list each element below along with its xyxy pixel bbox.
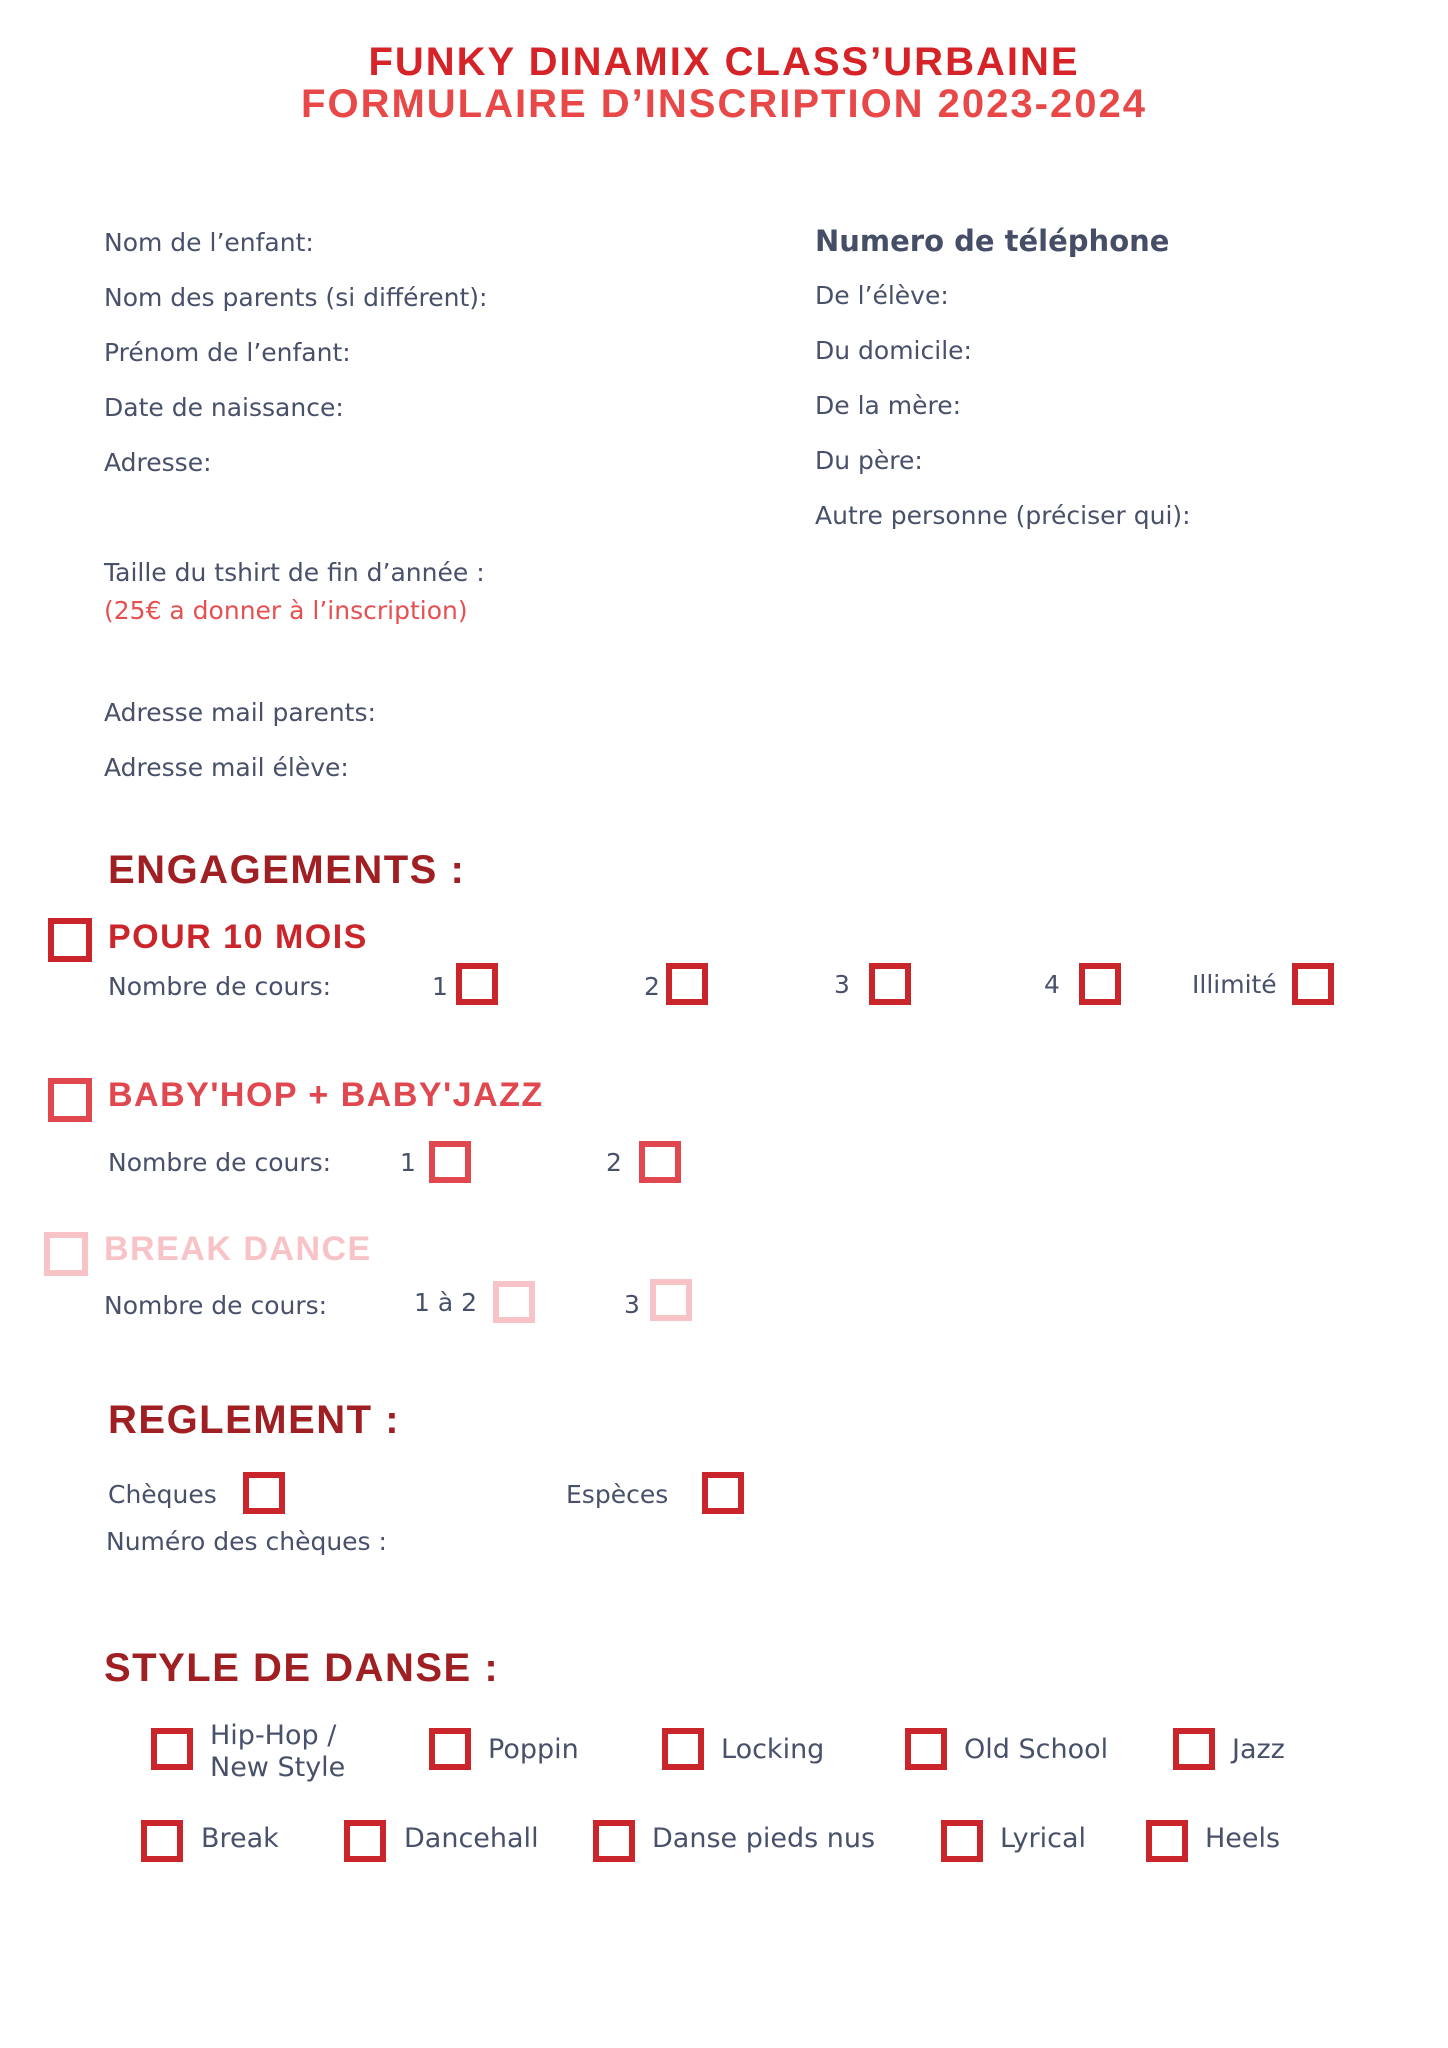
- style-oldschool-checkbox[interactable]: [905, 1728, 947, 1770]
- break-dance-option-2-checkbox[interactable]: [650, 1279, 692, 1321]
- style-barefoot-label: Danse pieds nus: [652, 1823, 876, 1854]
- style-lyrical-label: Lyrical: [1000, 1823, 1087, 1854]
- ten-months-option-1-label: 1: [432, 972, 448, 1001]
- ten-months-courses-label: Nombre de cours:: [108, 972, 332, 1001]
- style-locking-checkbox[interactable]: [662, 1728, 704, 1770]
- break-dance-option-2-label: 3: [624, 1290, 640, 1319]
- student-email-label: Adresse mail élève:: [104, 753, 349, 782]
- style-heels-checkbox[interactable]: [1146, 1820, 1188, 1862]
- payment-cheques-checkbox[interactable]: [243, 1472, 285, 1514]
- style-break-checkbox[interactable]: [141, 1820, 183, 1862]
- phone-heading: Numero de téléphone: [815, 224, 1170, 258]
- tshirt-note: (25€ a donner à l’inscription): [104, 596, 468, 625]
- payment-heading: REGLEMENT :: [108, 1398, 401, 1442]
- phone-other-label: Autre personne (préciser qui):: [815, 501, 1191, 530]
- style-break-label: Break: [201, 1823, 279, 1854]
- ten-months-option-2-checkbox[interactable]: [666, 963, 708, 1005]
- baby-courses-label: Nombre de cours:: [108, 1148, 332, 1177]
- ten-months-option-2-label: 2: [644, 972, 660, 1001]
- phone-father-label: Du père:: [815, 446, 923, 475]
- ten-months-option-4-checkbox[interactable]: [1079, 963, 1121, 1005]
- payment-cheques-label: Chèques: [108, 1480, 217, 1509]
- baby-title: BABY'HOP + BABY'JAZZ: [108, 1076, 544, 1114]
- phone-mother-label: De la mère:: [815, 391, 962, 420]
- style-locking-label: Locking: [721, 1734, 825, 1765]
- baby-option-1-checkbox[interactable]: [429, 1141, 471, 1183]
- break-dance-title: BREAK DANCE: [104, 1230, 372, 1268]
- style-oldschool-label: Old School: [964, 1734, 1109, 1765]
- style-hiphop-checkbox[interactable]: [151, 1728, 193, 1770]
- style-poppin-checkbox[interactable]: [429, 1728, 471, 1770]
- payment-cash-label: Espèces: [566, 1480, 669, 1509]
- ten-months-option-unlimited-checkbox[interactable]: [1292, 963, 1334, 1005]
- style-dancehall-checkbox[interactable]: [344, 1820, 386, 1862]
- style-jazz-checkbox[interactable]: [1173, 1728, 1215, 1770]
- style-heels-label: Heels: [1205, 1823, 1281, 1854]
- break-dance-courses-label: Nombre de cours:: [104, 1291, 328, 1320]
- break-dance-checkbox[interactable]: [44, 1232, 88, 1276]
- style-jazz-label: Jazz: [1232, 1734, 1285, 1765]
- phone-student-label: De l’élève:: [815, 281, 949, 310]
- ten-months-option-3-checkbox[interactable]: [869, 963, 911, 1005]
- baby-option-1-label: 1: [400, 1148, 416, 1177]
- break-dance-option-1-checkbox[interactable]: [493, 1281, 535, 1323]
- phone-home-label: Du domicile:: [815, 336, 972, 365]
- birth-date-label: Date de naissance:: [104, 393, 344, 422]
- baby-option-2-checkbox[interactable]: [639, 1141, 681, 1183]
- style-poppin-label: Poppin: [488, 1734, 579, 1765]
- ten-months-title: POUR 10 MOIS: [108, 918, 368, 956]
- parents-name-label: Nom des parents (si différent):: [104, 283, 488, 312]
- ten-months-option-4-label: 4: [1044, 970, 1060, 999]
- ten-months-option-unlimited-label: Illimité: [1192, 970, 1277, 999]
- style-dancehall-label: Dancehall: [404, 1823, 539, 1854]
- child-firstname-label: Prénom de l’enfant:: [104, 338, 351, 367]
- ten-months-option-1-checkbox[interactable]: [456, 963, 498, 1005]
- baby-checkbox[interactable]: [48, 1078, 92, 1122]
- child-name-label: Nom de l’enfant:: [104, 228, 314, 257]
- parents-email-label: Adresse mail parents:: [104, 698, 376, 727]
- cheque-numbers-label: Numéro des chèques :: [106, 1527, 387, 1556]
- form-title-line1: FUNKY DINAMIX CLASS’URBAINE: [368, 40, 1080, 84]
- style-hiphop-label: Hip-Hop / New Style: [210, 1720, 346, 1783]
- address-label: Adresse:: [104, 448, 212, 477]
- break-dance-option-1-label: 1 à 2: [414, 1288, 478, 1317]
- payment-cash-checkbox[interactable]: [702, 1472, 744, 1514]
- ten-months-option-3-label: 3: [834, 970, 850, 999]
- baby-option-2-label: 2: [606, 1148, 622, 1177]
- form-title-line2: FORMULAIRE D’INSCRIPTION 2023-2024: [301, 82, 1147, 126]
- dance-style-heading: STYLE DE DANSE :: [104, 1646, 500, 1690]
- style-barefoot-checkbox[interactable]: [593, 1820, 635, 1862]
- tshirt-size-label: Taille du tshirt de fin d’année :: [104, 558, 485, 587]
- style-lyrical-checkbox[interactable]: [941, 1820, 983, 1862]
- engagements-heading: ENGAGEMENTS :: [108, 848, 466, 892]
- ten-months-checkbox[interactable]: [48, 918, 92, 962]
